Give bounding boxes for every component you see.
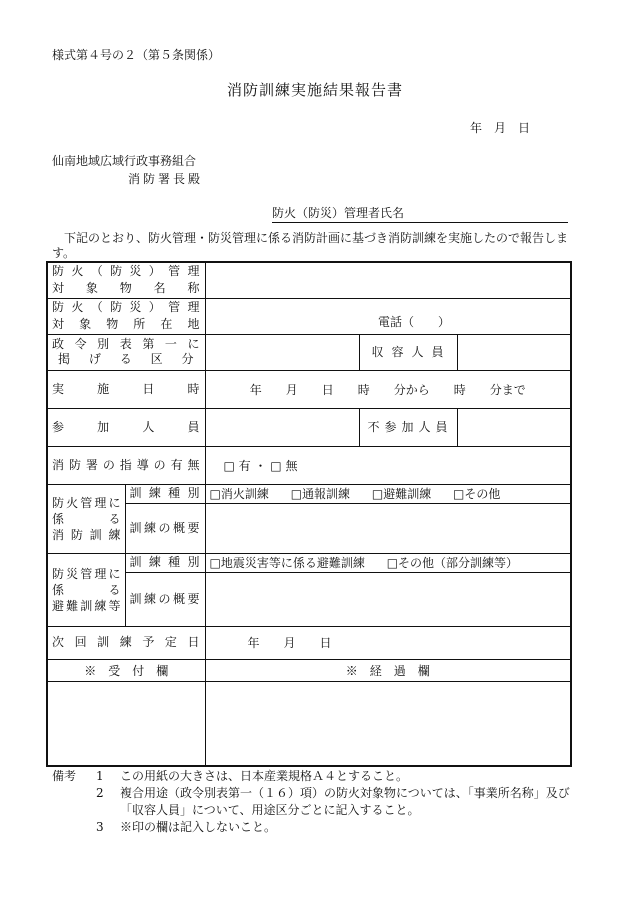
row-date bbox=[47, 370, 571, 408]
disaster-group-line1: 防災管理に bbox=[52, 566, 121, 581]
note-text: 複合用途（政令別表第一（１６）項）の防火対象物については、「事業所名称」及び「収容人員」について、用途区分ごとに記入すること。 bbox=[120, 786, 570, 817]
object-address-label-line1: 防火（防災）管理 bbox=[52, 300, 201, 314]
disaster-type-options[interactable] bbox=[205, 553, 571, 572]
row-participants bbox=[47, 408, 571, 446]
classification-label-line1: 政令別表第一に bbox=[52, 337, 201, 351]
object-address-label bbox=[47, 298, 205, 334]
object-name-label bbox=[47, 262, 205, 298]
notes-section bbox=[52, 768, 582, 836]
disaster-group-line3: 避難訓練等 bbox=[52, 598, 121, 613]
next-training-field[interactable]: 年 月 日 bbox=[205, 626, 571, 659]
fire-type-extinguish[interactable]: □消火訓練 bbox=[209, 487, 269, 501]
object-address-label-line2: 対象物所在地 bbox=[52, 317, 201, 331]
fire-summary-field[interactable] bbox=[205, 503, 571, 553]
row-fire-summary bbox=[47, 503, 571, 553]
disaster-type-label: 訓練種別 bbox=[125, 553, 205, 572]
note-text: この用紙の大きさは、日本産業規格Ａ４とすること。 bbox=[120, 769, 409, 783]
object-name-label-line2: 対象物名称 bbox=[52, 281, 201, 296]
disaster-group-line2: 係る bbox=[52, 582, 121, 597]
disaster-type-other[interactable]: □その他（部分訓練等） bbox=[386, 556, 519, 570]
note-item-1 bbox=[52, 768, 582, 785]
report-date: 年 月 日 bbox=[470, 121, 531, 135]
document-title: 消防訓練実施結果報告書 bbox=[226, 81, 403, 99]
row-office-use bbox=[47, 681, 571, 766]
object-name-field[interactable] bbox=[205, 262, 571, 298]
fire-group-line1: 防火管理に bbox=[52, 495, 121, 510]
fire-type-evacuation[interactable]: □避難訓練 bbox=[371, 487, 432, 501]
fire-group-label bbox=[47, 484, 125, 553]
note-number: 1 bbox=[96, 769, 104, 783]
intro-text: 下記のとおり、防火管理・防災管理に係る消防計画に基づき消防訓練を実施したので報告します。 bbox=[52, 231, 569, 260]
manager-name-field[interactable]: 防火（防災）管理者氏名 bbox=[272, 204, 568, 223]
disaster-type-earthquake[interactable]: □地震災害等に係る避難訓練 bbox=[209, 556, 365, 570]
disaster-summary-label: 訓練の概要 bbox=[125, 572, 205, 626]
row-disaster-summary bbox=[47, 572, 571, 626]
note-number: 2 bbox=[96, 786, 104, 800]
object-name-label-line1: 防火（防災）管理 bbox=[52, 264, 201, 279]
note-number: 3 bbox=[96, 820, 104, 834]
row-object-address bbox=[47, 298, 571, 334]
fire-type-options[interactable] bbox=[205, 484, 571, 503]
next-training-label: 次回訓練予定日 bbox=[47, 626, 205, 659]
classification-field[interactable] bbox=[205, 334, 359, 370]
row-classification bbox=[47, 334, 571, 370]
reception-field bbox=[47, 681, 205, 766]
participants-field[interactable] bbox=[205, 408, 359, 446]
addressee-title: 消防署長殿 bbox=[128, 172, 204, 186]
participants-label: 参加人員 bbox=[47, 408, 205, 446]
row-office-headers bbox=[47, 659, 571, 681]
date-field[interactable]: 年 月 日 時 分から 時 分まで bbox=[205, 370, 571, 408]
disaster-summary-field[interactable] bbox=[205, 572, 571, 626]
form-number: 様式第４号の２（第５条関係） bbox=[52, 48, 221, 62]
report-form-table bbox=[46, 261, 572, 767]
capacity-field[interactable] bbox=[457, 334, 571, 370]
fire-type-other[interactable]: □その他 bbox=[453, 487, 501, 501]
guidance-options[interactable]: □ 有 ・ □ 無 bbox=[205, 446, 571, 484]
progress-field bbox=[205, 681, 571, 766]
row-guidance bbox=[47, 446, 571, 484]
notes-key: 備考 bbox=[52, 769, 77, 783]
progress-label: ※ 経 過 欄 bbox=[205, 659, 571, 681]
object-address-field[interactable] bbox=[205, 298, 571, 334]
disaster-group-label bbox=[47, 553, 125, 626]
note-item-2 bbox=[52, 785, 582, 819]
row-next-training bbox=[47, 626, 571, 659]
telephone-label: 電話（ ） bbox=[378, 314, 451, 329]
note-text: ※印の欄は記入しないこと。 bbox=[120, 820, 277, 834]
fire-type-label: 訓練種別 bbox=[125, 484, 205, 503]
fire-group-line3: 消防訓練 bbox=[52, 527, 121, 542]
classification-label bbox=[47, 334, 205, 370]
absent-label: 不参加人員 bbox=[359, 408, 457, 446]
reception-label: ※ 受 付 欄 bbox=[47, 659, 205, 681]
guidance-label: 消防署の指導の有無 bbox=[47, 446, 205, 484]
fire-type-report[interactable]: □通報訓練 bbox=[290, 487, 351, 501]
absent-field[interactable] bbox=[457, 408, 571, 446]
fire-summary-label: 訓練の概要 bbox=[125, 503, 205, 553]
row-object-name bbox=[47, 262, 571, 298]
row-disaster-type bbox=[47, 553, 571, 572]
capacity-label: 収容人員 bbox=[359, 334, 457, 370]
fire-group-line2: 係る bbox=[52, 511, 121, 526]
note-item-3 bbox=[52, 819, 582, 836]
row-fire-type bbox=[47, 484, 571, 503]
classification-label-line2: 掲げる区分 bbox=[58, 352, 195, 366]
date-label: 実施日時 bbox=[47, 370, 205, 408]
addressee-organization: 仙南地域広域行政事務組合 bbox=[52, 154, 197, 168]
